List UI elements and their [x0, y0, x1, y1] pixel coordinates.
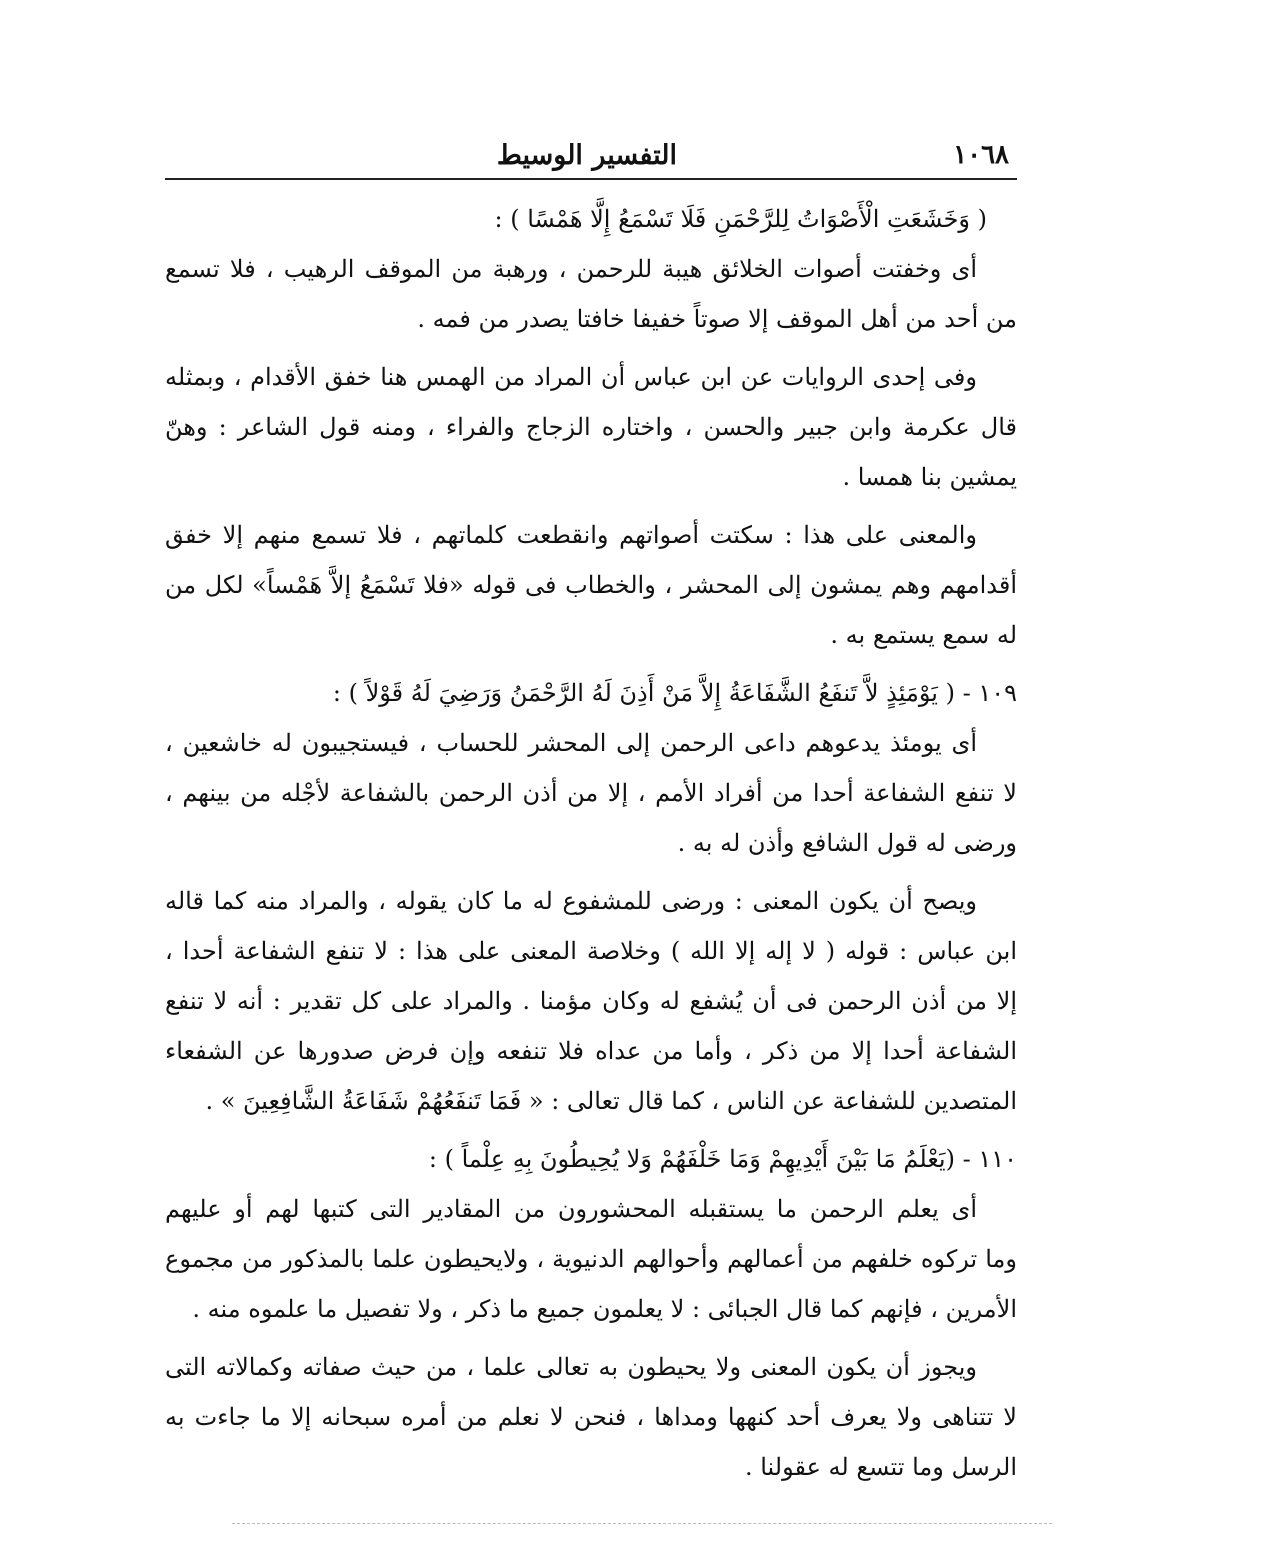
- paragraph: [165, 718, 1017, 868]
- text-line: لا تنفع الشفاعة أحدا من أفراد الأمم ، إلا من أذن الرحمن بالشفاعة لأجْله من بينهم ،: [165, 779, 1017, 807]
- text-line: أقدامهم وهم يمشون إلى المحشر ، والخطاب فى قوله «فلا تَسْمَعُ إلاَّ هَمْساً» لكل من: [165, 571, 1017, 599]
- verse-heading: [165, 1134, 1017, 1184]
- text-line: قال عكرمة وابن جبير والحسن ، واختاره الزجاج والفراء ، ومنه قول الشاعر : وهنّ: [165, 413, 1017, 441]
- text-line: له سمع يستمع به .: [830, 621, 1017, 649]
- text-line: أى يومئذ يدعوهم داعى الرحمن إلى المحشر للحساب ، فيستجيبون له خاشعين ،: [165, 729, 977, 757]
- text-line: وما تركوه خلفهم من أعمالهم وأحوالهم الدنيوية ، ولايحيطون علما بالمذكور من مجموع: [165, 1245, 1017, 1273]
- text-line: ويجوز أن يكون المعنى ولا يحيطون به تعالى علما ، من حيث صفاته وكمالاته التى: [165, 1353, 977, 1381]
- page-number: ١٠٦٨: [953, 140, 1009, 170]
- text-line: ١١٠ - (يَعْلَمُ مَا بَيْنَ أَيْدِيهِمْ وَمَا خَلْفَهُمْ وَلا يُحِيطُونَ بِهِ عِلْماً ) :: [428, 1145, 1017, 1173]
- text-line: المتصدين للشفاعة عن الناس ، كما قال تعالى : « فَمَا تَنفَعُهُمْ شَفَاعَةُ الشَّافِعِينَ » .: [205, 1087, 1017, 1115]
- verse-heading: [165, 194, 1017, 244]
- text-line: ابن عباس : قوله ( لا إله إلا الله ) وخلاصة المعنى على هذا : لا تنفع الشفاعة أحدا ،: [165, 937, 1017, 965]
- paragraph: [165, 876, 1017, 1126]
- page-body: [165, 180, 1017, 1500]
- document-page: [165, 130, 1017, 1510]
- paragraph: [165, 352, 1017, 502]
- text-line: ١٠٩ - ( يَوْمَئِذٍ لاَّ تَنفَعُ الشَّفَاعَةُ إِلاَّ مَنْ أَذِنَ لَهُ الرَّحْمَنُ وَرَضِيَ لَهُ قَوْلاً ) :: [332, 679, 1017, 707]
- text-line: يمشين بنا همسا .: [842, 463, 1017, 491]
- text-line: ورضى له قول الشافع وأذن له به .: [677, 829, 1017, 857]
- paragraph: [165, 1184, 1017, 1334]
- running-title: التفسير الوسيط: [496, 140, 677, 171]
- text-line: وفى إحدى الروايات عن ابن عباس أن المراد من الهمس هنا خفق الأقدام ، وبمثله: [165, 363, 977, 391]
- page-header: [165, 130, 1017, 180]
- text-line: إلا من أذن الرحمن فى أن يُشفع له وكان مؤمنا . والمراد على كل تقدير : أنه لا تنفع: [165, 987, 1017, 1015]
- text-line: ( وَخَشَعَتِ الْأَصْوَاتُ لِلرَّحْمَنِ فَلَا تَسْمَعُ إِلَّا هَمْسًا ) :: [494, 205, 987, 233]
- verse-heading: [165, 668, 1017, 718]
- text-line: أى يعلم الرحمن ما يستقبله المحشورون من المقادير التى كتبها لهم أو عليهم: [165, 1195, 977, 1223]
- paragraph: [165, 1342, 1017, 1492]
- text-line: والمعنى على هذا : سكتت أصواتهم وانقطعت كلماتهم ، فلا تسمع منهم إلا خفق: [165, 521, 977, 549]
- footer-rule: [232, 1523, 1052, 1524]
- text-line: الشفاعة أحدا إلا من ذكر ، وأما من عداه فلا تنفعه وإن فرض صدورها عن الشفعاء: [165, 1037, 1017, 1065]
- paragraph: [165, 244, 1017, 344]
- text-line: الرسل وما تتسع له عقولنا .: [744, 1453, 1017, 1481]
- text-line: ويصح أن يكون المعنى : ورضى للمشفوع له ما كان يقوله ، والمراد منه كما قاله: [165, 887, 977, 915]
- text-line: لا تتناهى ولا يعرف أحد كنهها ومداها ، فنحن لا نعلم من أمره سبحانه إلا ما جاءت به: [165, 1403, 1017, 1431]
- text-line: من أحد من أهل الموقف إلا صوتاً خفيفا خافتا يصدر من فمه .: [417, 305, 1017, 333]
- text-line: أى وخفتت أصوات الخلائق هيبة للرحمن ، ورهبة من الموقف الرهيب ، فلا تسمع: [165, 255, 977, 283]
- paragraph: [165, 510, 1017, 660]
- text-line: الأمرين ، فإنهم كما قال الجبائى : لا يعلمون جميع ما ذكر ، ولا تفصيل ما علموه منه .: [192, 1295, 1017, 1323]
